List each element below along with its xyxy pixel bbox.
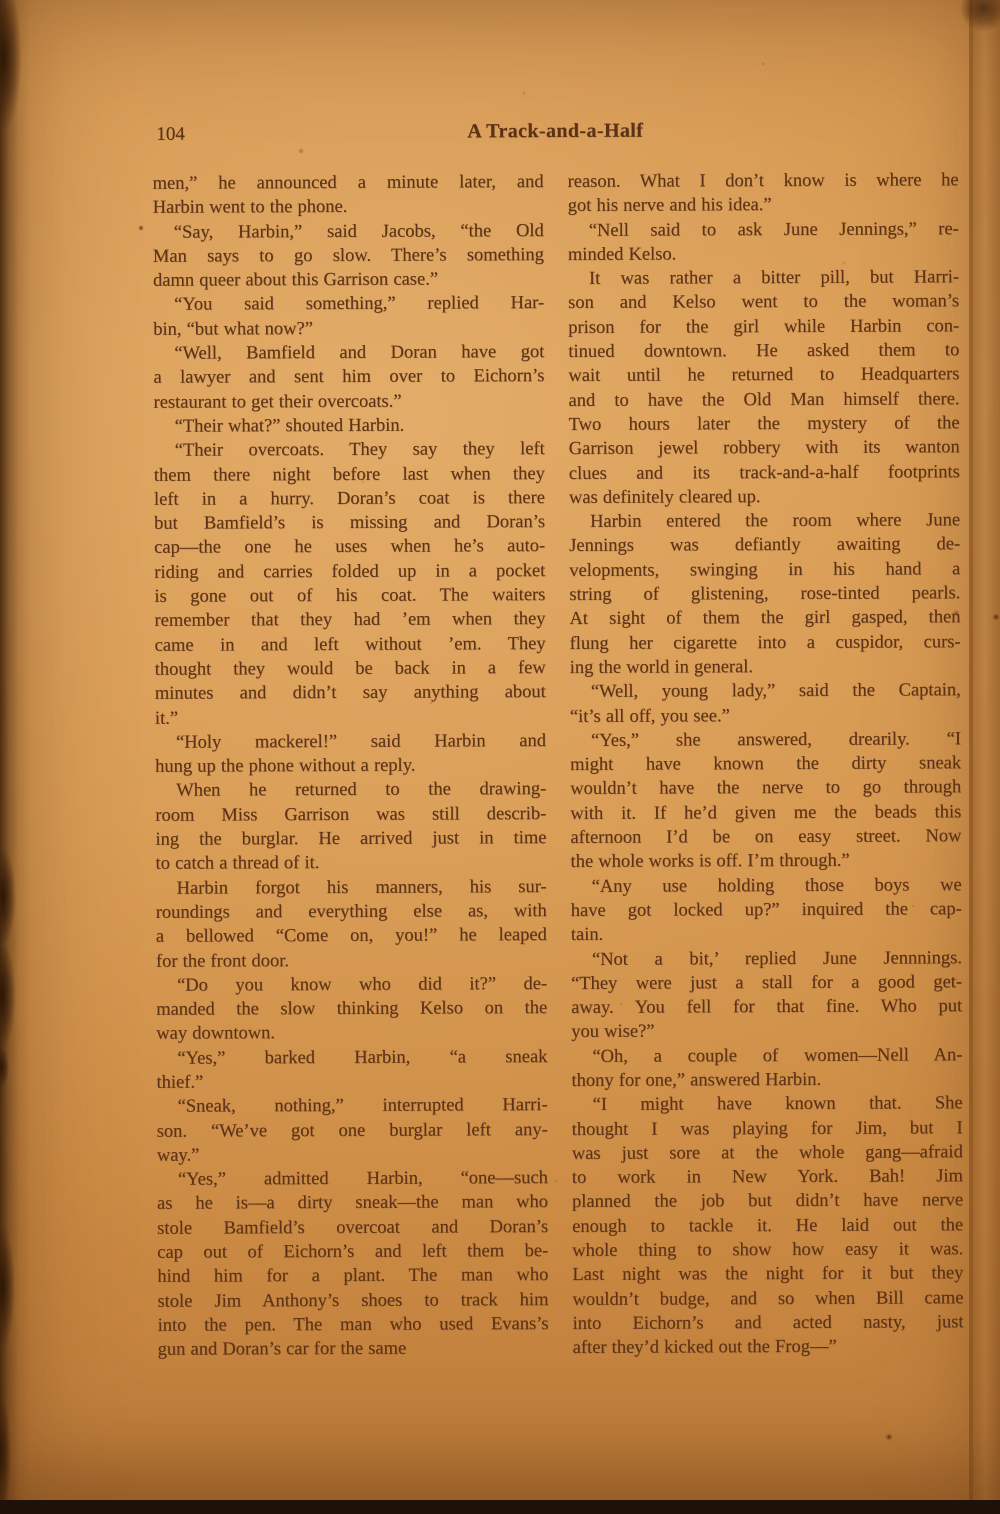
text-line: string of glistening, rose-tinted pearls.	[569, 583, 961, 605]
text-line: gun and Doran’s car for the same	[157, 1338, 407, 1361]
text-line: Man says to go slow. There’s something	[152, 244, 544, 267]
text-line: afternoon I’d be on easy street. Now	[570, 826, 962, 848]
text-line: tinued downtown. He asked them to	[568, 340, 960, 363]
text-line: a lawyer and sent him over to Eichorn’s	[153, 366, 545, 389]
text-line: “Yes,” she answered, drearily. “I	[590, 729, 962, 751]
text-line: When he returned to the drawing-	[176, 779, 547, 802]
text-line: hung up the phone without a reply.	[155, 755, 416, 777]
text-line: room Miss Garrison was still describ-	[155, 803, 547, 826]
text-line: restaurant to get their overcoats.”	[153, 391, 402, 413]
text-line: bin, “but what now?”	[153, 318, 314, 340]
text-line: them there night before last when they	[153, 463, 545, 486]
text-line: “Any use holding those boys we	[591, 874, 962, 897]
text-line: thony for one,” answered Harbin.	[571, 1069, 822, 1091]
text-line: “Well, Bamfield and Doran have got	[174, 342, 545, 364]
text-line: the whole works is off. I’m through.”	[570, 851, 850, 873]
text-line: minded Kelso.	[567, 244, 677, 265]
text-line: planned the job but didn’t have nerve	[571, 1190, 964, 1213]
text-line: “I might have known that. She	[592, 1093, 963, 1116]
text-line: wouldn’t have the nerve to go through	[570, 777, 962, 800]
text-line: is gone out of his coat. The waiters	[154, 585, 546, 607]
text-line: Harbin forgot his manners, his sur-	[176, 876, 547, 899]
text-line: “Sneak, nothing,” interrupted Harri-	[177, 1095, 548, 1117]
text-line: wait until he returned to Headquarters	[568, 364, 960, 387]
text-line: have got locked up?” inquired the cap-	[570, 899, 962, 921]
text-line: whole thing to show how easy it was.	[572, 1239, 964, 1262]
text-line: “You said something,” replied Har-	[174, 293, 545, 316]
text-line: flung her cigarette into a cuspidor, curs-	[569, 631, 961, 654]
text-line: At sight of them the girl gasped, then	[569, 607, 961, 630]
text-line: “Say, Harbin,” said Jacobs, “the Old	[173, 220, 544, 243]
text-line: came in and left without ’em. They	[154, 633, 546, 656]
text-line: Harbin entered the room where June	[590, 510, 961, 533]
text-line: way downtown.	[156, 1023, 276, 1045]
text-line: away. You fell for that fine. Who put	[571, 996, 963, 1019]
text-line: stole Bamfield’s overcoat and Doran’s	[157, 1216, 549, 1239]
text-line: way.”	[156, 1145, 200, 1166]
text-line: Jennings was defiantly awaiting de-	[569, 534, 961, 557]
text-line: ing the burglar. He arrived just in time	[155, 828, 547, 850]
text-column-right	[568, 168, 964, 1360]
text-line: riding and carries folded up in a pocket	[154, 560, 546, 583]
text-line: as he is—a dirty sneak—the man who	[156, 1192, 549, 1215]
text-line: minutes and didn’t say anything about	[154, 682, 546, 704]
text-line: was just sore at the whole gang—afraid	[571, 1142, 963, 1164]
text-line: to catch a thread of it.	[155, 853, 320, 875]
text-line: cap—the one he uses when he’s auto-	[154, 536, 546, 559]
text-line: roundings and everything else as, with	[155, 900, 547, 923]
text-line: It was rather a bitter pill, but Harri-	[588, 267, 960, 290]
text-line: thief.”	[156, 1072, 204, 1093]
text-line: “They were just a stall for a good get-	[571, 972, 963, 994]
text-column-left	[153, 170, 549, 1362]
text-line: son. “We’ve got one burglar left any-	[156, 1119, 548, 1142]
text-line: “it’s all off, you see.”	[569, 705, 730, 727]
text-line: and to have the Old Man himself there.	[568, 388, 960, 411]
text-line: Garrison jewel robbery with its wanton	[568, 437, 960, 460]
text-line: stole Jim Anthony’s shoes to track him	[157, 1289, 549, 1312]
text-line: damn queer about this Garrison case.”	[152, 269, 439, 291]
text-line: got his nerve and his idea.”	[567, 195, 772, 217]
paper-specks	[0, 0, 2, 2]
text-line: “Yes,” barked Harbin, “a sneak	[177, 1046, 548, 1069]
text-line: for the front door.	[155, 950, 290, 972]
text-line: “Their what?” shouted Harbin.	[174, 415, 405, 437]
text-line: Two hours later the mystery of the	[568, 413, 960, 435]
page-number: 104	[156, 123, 185, 145]
text-line: Harbin went to the phone.	[152, 197, 348, 219]
text-line: “Yes,” admitted Harbin, “one—such	[177, 1168, 548, 1190]
text-line: manded the slow thinking Kelso on the	[156, 998, 548, 1020]
text-line: to work in New York. Bah! Jim	[571, 1166, 963, 1189]
text-line: but Bamfield’s is missing and Doran’s	[154, 512, 546, 534]
text-line: “Their overcoats. They say they left	[174, 439, 545, 461]
text-line: you wise?”	[571, 1021, 655, 1043]
text-line: prison for the girl while Harbin con-	[568, 316, 960, 338]
text-line: remember that they had ’em when they	[154, 609, 546, 632]
text-line: wouldn’t budge, and so when Bill came	[572, 1287, 964, 1310]
text-line: son and Kelso went to the woman’s	[568, 291, 960, 314]
page-header	[152, 116, 958, 172]
text-line: cap out of Eichorn’s and left them be-	[157, 1241, 549, 1263]
text-line: Last night was the night for it but they	[572, 1263, 964, 1286]
text-line: left in a hurry. Doran’s coat is there	[153, 487, 545, 510]
text-line: it.”	[154, 708, 179, 729]
text-line: thought they would be back in a few	[154, 657, 546, 680]
text-line: reason. What I don’t know is where he	[567, 170, 959, 192]
text-line: tain.	[570, 925, 604, 946]
text-line: thought I was playing for Jim, but I	[571, 1117, 963, 1140]
text-line: with it. If he’d given me the beads this	[570, 801, 962, 824]
text-line: velopments, swinging in his hand a	[569, 558, 961, 581]
text-line: enough to tackle it. He laid out the	[572, 1215, 964, 1237]
text-line: “Not a bit,’ replied June Jennnings.	[591, 947, 963, 970]
text-line: hind him for a plant. The man who	[157, 1265, 549, 1288]
text-line: “Holy mackerel!” said Harbin and	[175, 730, 547, 753]
text-line: a bellowed “Come on, you!” he leaped	[155, 925, 547, 947]
text-line: “Nell said to ask June Jennings,” re-	[588, 218, 959, 241]
text-line: might have known the dirty sneak	[570, 753, 962, 776]
text-line: men,” he announced a minute later, and	[152, 172, 544, 194]
running-title: A Track-and-a-Half	[467, 119, 644, 143]
text-line: into Eichorn’s and acted nasty, just	[572, 1312, 964, 1334]
text-line: into the pen. The man who used Evans’s	[157, 1314, 549, 1336]
page-edge-strip	[973, 0, 1000, 1500]
page-content	[152, 116, 963, 1362]
text-line: after they’d kicked out the Frog—”	[572, 1337, 837, 1359]
text-line: clues and its track-and-a-half footprints	[568, 461, 960, 484]
text-line: “Do you know who did it?” de-	[177, 973, 548, 996]
text-line: “Well, young lady,” said the Captain,	[590, 680, 961, 703]
text-line: ing the world in general.	[569, 657, 754, 678]
text-line: was definitely cleared up.	[568, 486, 761, 508]
text-line: “Oh, a couple of women—Nell An-	[592, 1044, 963, 1067]
text-columns	[153, 168, 964, 1362]
